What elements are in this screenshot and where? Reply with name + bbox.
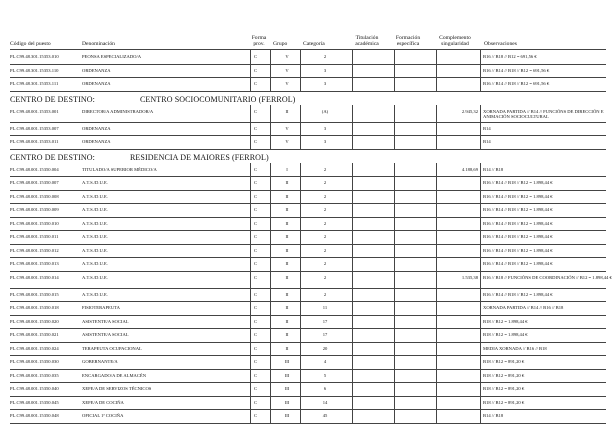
cell-categoria: 2 (323, 54, 327, 59)
cell-grupo: II (285, 207, 289, 212)
cell-categoria: 2 (323, 166, 327, 172)
cell-code: PL.C99.48.001.15350.004 (10, 166, 59, 172)
cell-categoria: 3 (323, 67, 327, 73)
section-prefix: CENTRO DE DESTINO: (10, 152, 95, 162)
cell-complemento: 2.945,32 (461, 108, 478, 114)
header-titulacion: Titulación académica (355, 35, 379, 47)
row-divider (10, 230, 606, 231)
row-divider (10, 64, 606, 65)
row-divider (10, 244, 606, 245)
cell-categoria: 6 (323, 386, 327, 391)
cell-categoria: 45 (322, 413, 328, 418)
cell-denominacion: TERAPEUTA OCUPACIONAL (82, 345, 142, 351)
cell-denominacion: TITULADO/A SUPERIOR MÉDICO/A (82, 166, 157, 172)
row-divider (10, 301, 606, 302)
row-divider (10, 271, 606, 272)
cell-forma: C (254, 318, 258, 324)
cell-grupo: II (285, 220, 289, 226)
cell-code: PL.C99.48.001.15350.048 (10, 413, 59, 418)
cell-forma: C (254, 386, 258, 391)
cell-denominacion: A.T.S./D.U.E. (82, 261, 108, 266)
cell-observaciones: B16 // B18 // B12 = 691,56 € (483, 54, 537, 59)
column-divider (480, 50, 481, 91)
cell-categoria: 5 (323, 372, 327, 378)
cell-forma: C (254, 54, 258, 59)
cell-grupo: II (285, 345, 289, 351)
cell-categoria: 2 (323, 220, 327, 226)
cell-observaciones: MEDIA XORNADA // B16 // B18 (483, 345, 547, 351)
cell-observaciones: B18 // B12 = 891,20 € (483, 372, 525, 378)
cell-denominacion: A.T.S./D.U.E. (82, 234, 108, 239)
column-divider (480, 163, 481, 423)
row-divider (10, 203, 606, 204)
column-divider (250, 163, 251, 423)
header-grupo: Grupo (273, 41, 288, 47)
cell-code: PL.C99.48.001.15350.021 (10, 332, 59, 337)
cell-code: PL.C99.48.001.15353.001 (10, 108, 59, 114)
cell-forma: C (254, 291, 258, 297)
cell-code: PL.C99.48.001.15350.009 (10, 207, 59, 212)
cell-code: PL.C99.48.001.15353.007 (10, 125, 59, 131)
cell-forma: C (254, 166, 258, 172)
cell-grupo: V (285, 54, 289, 59)
cell-code: PL.C99.48.001.15350.008 (10, 193, 59, 199)
cell-forma: C (254, 180, 258, 185)
row-divider (10, 122, 606, 123)
cell-code: PL.C99.48.001.15350.011 (10, 234, 59, 239)
cell-observaciones: B14 (483, 139, 491, 144)
cell-grupo: III (284, 359, 290, 364)
cell-forma: C (254, 220, 258, 226)
cell-denominacion: OFICIAL 1ª COCIÑA (82, 413, 124, 418)
cell-denominacion: ORDENANZA (82, 67, 111, 73)
cell-forma: C (254, 247, 258, 253)
cell-categoria: 2 (323, 291, 327, 297)
column-divider (250, 105, 251, 149)
cell-grupo: II (285, 261, 289, 266)
cell-grupo: V (285, 139, 289, 144)
column-divider (394, 105, 395, 149)
row-divider (10, 369, 606, 370)
cell-code: PL.C99.48.001.15350.040 (10, 386, 59, 391)
cell-observaciones: B16 // B14 // B18 // B12 = 691,56 € (483, 67, 550, 73)
column-divider (480, 105, 481, 149)
row-divider (10, 91, 606, 92)
section-name: CENTRO SOCIOCOMUNITARIO (FERROL) (140, 94, 296, 104)
cell-observaciones: XORNADA PARTIDA // B14 // FUNCIÓNS DE DIRECCIÓN E ANIMACIÓN SOCIOCULTURAL (483, 108, 604, 119)
cell-code: PL.C99.48.001.15350.024 (10, 345, 59, 351)
row-divider (10, 135, 606, 136)
column-divider (436, 163, 437, 423)
cell-observaciones: B18 // B12 = 1.898,44 € (483, 318, 528, 324)
cell-grupo: III (284, 399, 290, 405)
cell-observaciones: B14 // B18 (483, 166, 504, 172)
cell-code: PL.C99.48.001.15353.011 (10, 139, 59, 144)
cell-forma: C (254, 207, 258, 212)
cell-forma: C (254, 81, 258, 86)
column-divider (436, 50, 437, 91)
row-divider (10, 190, 606, 191)
cell-categoria: 17 (322, 332, 328, 337)
cell-code: PL.C99.48.001.15350.010 (10, 220, 59, 226)
cell-grupo: II (285, 274, 289, 280)
cell-denominacion: A.T.S./D.U.E. (82, 207, 108, 212)
cell-observaciones: B16 // B14 // B18 // B12 = 1.898,44 € (483, 207, 553, 212)
cell-grupo: III (284, 386, 290, 391)
cell-observaciones: B16 // B14 // B18 // B12 = 1.898,44 € (483, 180, 553, 185)
column-divider (300, 163, 301, 423)
cell-observaciones: B16 // B14 // B18 // B12 = 691,56 € (483, 81, 550, 86)
cell-denominacion: A.T.S./D.U.E. (82, 180, 108, 185)
cell-observaciones: B16 // B14 // B18 // B12 = 1.898,44 € (483, 247, 553, 253)
cell-observaciones: B18 // B12 = 891,20 € (483, 386, 525, 391)
cell-denominacion: A.T.S./D.U.E. (82, 247, 108, 253)
cell-grupo: V (285, 67, 289, 73)
cell-observaciones: B16 // B14 // B18 // B12 = 1.898,44 € (483, 261, 553, 266)
cell-observaciones: B16 // B14 // B18 // B12 = 1.898,44 € (483, 193, 553, 199)
cell-denominacion: A.T.S./D.U.E. (82, 291, 108, 297)
cell-categoria: 2 (323, 180, 327, 185)
cell-observaciones: B16 // B14 // B18 // B12 = 1.898,44 € (483, 220, 553, 226)
cell-code: PL.C99.48.301.15353.110 (10, 67, 59, 73)
cell-grupo: II (285, 234, 289, 239)
cell-categoria: 2 (323, 193, 327, 199)
section-prefix: CENTRO DE DESTINO: (10, 94, 95, 104)
cell-code: PL.C99.48.001.15350.020 (10, 318, 59, 324)
row-divider (10, 382, 606, 383)
cell-observaciones: B14 // B18 (483, 413, 504, 418)
cell-observaciones: B14 (483, 125, 491, 131)
cell-forma: C (254, 413, 258, 418)
cell-denominacion: A.T.S./D.U.E. (82, 193, 108, 199)
cell-grupo: II (285, 305, 289, 310)
row-divider (10, 355, 606, 356)
cell-denominacion: PEONSA ESPECIALIZADO/A (82, 54, 142, 59)
row-divider (10, 423, 606, 424)
cell-observaciones: B16 // B18 // FUNCIÓNS DE COORDINACIÓN // B12 = 1.898,44 € (483, 274, 612, 280)
cell-categoria: 2 (323, 274, 327, 280)
row-divider (10, 315, 606, 316)
cell-categoria: 2 (323, 207, 327, 212)
cell-denominacion: ENCARGADO/A DE ALMACÉN (82, 372, 147, 378)
cell-categoria: (A) (321, 108, 329, 114)
row-divider (10, 288, 606, 289)
row-divider (10, 77, 606, 78)
cell-grupo: V (285, 81, 289, 86)
cell-denominacion: DIRECTOR/A ADMINISTRADOR/A (82, 108, 154, 114)
cell-categoria: 3 (323, 81, 327, 86)
cell-code: PL.C99.48.001.15350.014 (10, 274, 59, 280)
column-divider (270, 105, 271, 149)
cell-denominacion: ASISTENTE/A SOCIAL (82, 332, 129, 337)
cell-grupo: II (285, 332, 289, 337)
cell-categoria: 3 (323, 139, 327, 144)
cell-forma: C (254, 399, 258, 405)
header-complemento: Complemento singularidad (439, 35, 471, 47)
header-denominacion: Denominación (82, 41, 115, 47)
cell-observaciones: XORNADA PARTIDA // B14 // B16 // B18 (483, 305, 564, 310)
cell-grupo: I (286, 166, 288, 172)
cell-code: PL.C99.48.001.15350.013 (10, 261, 59, 266)
cell-forma: C (254, 67, 258, 73)
cell-categoria: 2 (323, 234, 327, 239)
column-divider (394, 163, 395, 423)
cell-grupo: II (285, 318, 289, 324)
cell-code: PL.C99.48.001.15350.035 (10, 372, 59, 378)
cell-observaciones: B18 // B12 = 891,20 € (483, 399, 525, 405)
cell-code: PL.C99.48.001.15350.045 (10, 399, 59, 405)
column-divider (270, 163, 271, 423)
header-categoria: Categoría (303, 41, 325, 47)
row-divider (10, 149, 606, 150)
cell-grupo: III (284, 413, 290, 418)
cell-code: PL.C99.48.301.15353.010 (10, 54, 59, 59)
cell-observaciones: B18 // B12 = 891,20 € (483, 359, 525, 364)
cell-denominacion: A.T.S./D.U.E. (82, 220, 108, 226)
row-divider (10, 328, 606, 329)
cell-denominacion: XEFE/A DE SERVIZOS TÉCNICOS (82, 386, 152, 391)
column-divider (352, 50, 353, 91)
column-divider (394, 50, 395, 91)
cell-categoria: 14 (322, 399, 328, 405)
row-divider (10, 396, 606, 397)
row-divider (10, 342, 606, 343)
cell-complemento: 1.535,38 (461, 274, 478, 280)
header-formacion: Formación específica (395, 35, 421, 47)
cell-categoria: 4 (323, 359, 327, 364)
cell-forma: C (254, 139, 258, 144)
cell-categoria: 20 (322, 345, 328, 351)
cell-denominacion: ORDENANZA (82, 81, 111, 86)
cell-grupo: II (285, 108, 289, 114)
column-divider (300, 105, 301, 149)
column-divider (352, 163, 353, 423)
row-divider (10, 176, 606, 177)
cell-forma: C (254, 234, 258, 239)
cell-forma: C (254, 305, 258, 310)
cell-code: PL.C99.48.001.15350.018 (10, 305, 59, 310)
cell-forma: C (254, 261, 258, 266)
cell-denominacion: ORDENANZA (82, 125, 111, 131)
cell-code: PL.C99.48.001.15350.007 (10, 180, 59, 185)
cell-code: PL.C99.48.001.15350.030 (10, 359, 59, 364)
cell-grupo: V (285, 125, 289, 131)
cell-grupo: II (285, 180, 289, 185)
cell-forma: C (254, 193, 258, 199)
cell-grupo: II (285, 247, 289, 253)
cell-categoria: 3 (323, 125, 327, 131)
column-divider (270, 50, 271, 91)
cell-forma: C (254, 372, 258, 378)
cell-code: PL.C99.48.001.15350.015 (10, 291, 59, 297)
row-divider (10, 409, 606, 410)
cell-denominacion: ORDENANZA (82, 139, 111, 144)
cell-forma: C (254, 108, 258, 114)
cell-categoria: 2 (323, 261, 327, 266)
column-divider (352, 105, 353, 149)
cell-denominacion: A.T.S./D.U.E. (82, 274, 108, 280)
cell-code: PL.C99.48.301.15353.111 (10, 81, 59, 86)
header-forma: Forma prov. (251, 35, 267, 47)
row-divider (10, 257, 606, 258)
cell-denominacion: FISIOTERAPEUTA (82, 305, 120, 310)
column-divider (300, 50, 301, 91)
cell-categoria: 11 (322, 305, 328, 310)
cell-grupo: II (285, 193, 289, 199)
cell-forma: C (254, 274, 258, 280)
cell-categoria: 17 (322, 318, 328, 324)
cell-observaciones: B18 // B12 = 1.898,44 € (483, 332, 528, 337)
cell-code: PL.C99.48.001.15350.012 (10, 247, 59, 253)
cell-complemento: 4.188,69 (461, 166, 478, 172)
cell-denominacion: GOBERNANTE/A (82, 359, 118, 364)
row-divider (10, 49, 606, 50)
cell-grupo: III (284, 372, 290, 378)
column-divider (250, 50, 251, 91)
header-observaciones: Observaciones (484, 41, 517, 47)
header-codigo: Código del puesto (10, 41, 51, 47)
column-divider (436, 105, 437, 149)
cell-forma: C (254, 345, 258, 351)
cell-grupo: II (285, 291, 289, 297)
cell-denominacion: XEFE/A DE COCIÑA (82, 399, 124, 405)
section-name: RESIDENCIA DE MAIORES (FERROL) (130, 152, 269, 162)
cell-categoria: 2 (323, 247, 327, 253)
cell-forma: C (254, 125, 258, 131)
cell-observaciones: B16 // B14 // B18 // B12 = 1.898,44 € (483, 291, 553, 297)
cell-denominacion: ASISTENTE/A SOCIAL (82, 318, 129, 324)
row-divider (10, 217, 606, 218)
cell-observaciones: B16 // B14 // B18 // B12 = 1.898,44 € (483, 234, 553, 239)
cell-forma: C (254, 359, 258, 364)
cell-forma: C (254, 332, 258, 337)
